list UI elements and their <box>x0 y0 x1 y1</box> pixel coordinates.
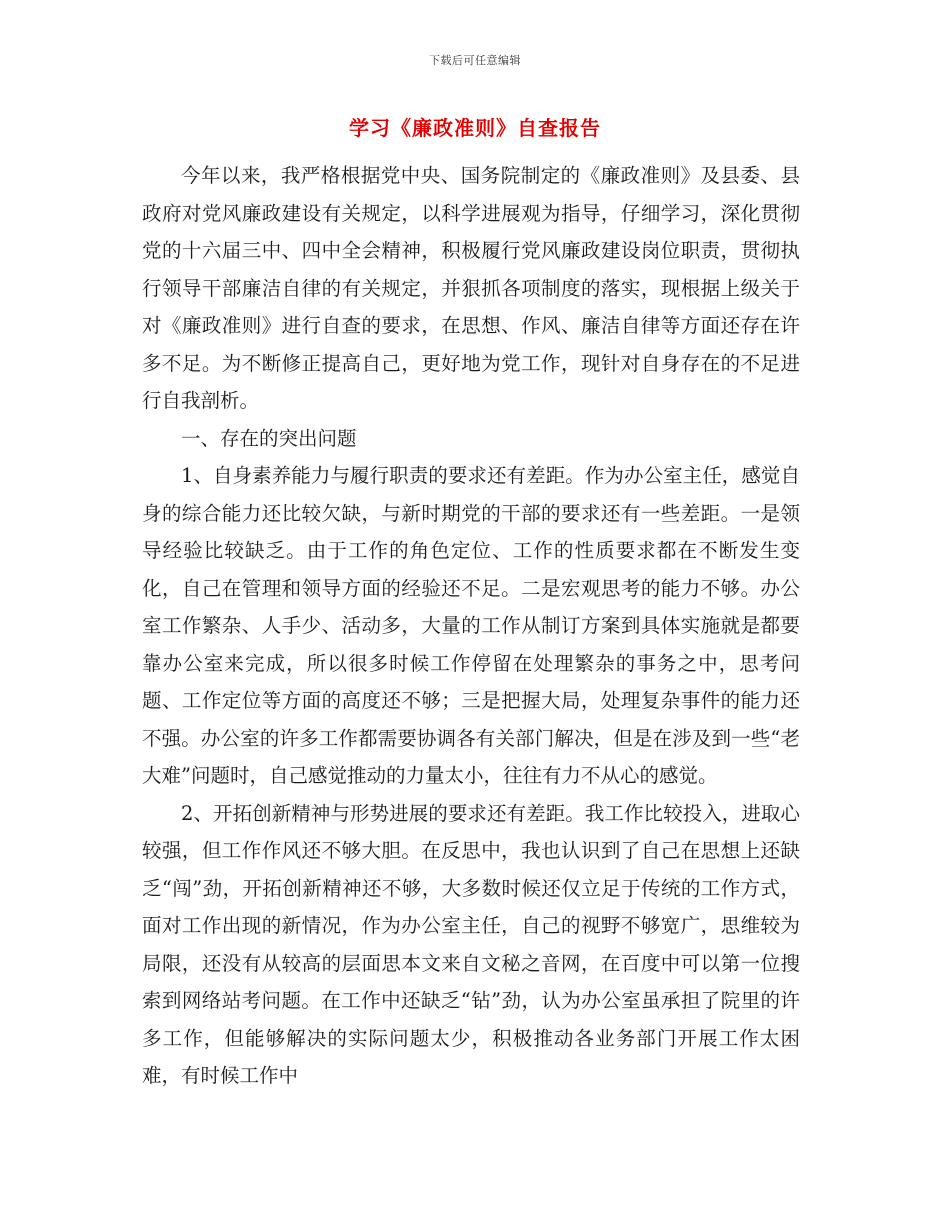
header-note: 下载后可任意编辑 <box>429 54 521 67</box>
paragraph-item-2: 2、开拓创新精神与形势进展的要求还有差距。我工作比较投入，进取心较强，但工作作风还不够大胆。在反思中，我也认识到了自己在思想上还缺乏“闯”劲，开拓创新精神还不够，大多数时候还仅立足于传统的工作方式，面对工作出现的新情况，作为办公室主任，自己的视野不够宽广，思维较为局限，还没有从较高的层面思本文来自文秘之音网，在百度中可以第一位搜索到网络站考问题。在工作中还缺乏“钻”劲，认为办公室虽承担了院里的许多工作，但能够解决的实际问题太少，积极推动各业务部门开展工作太困难，有时候工作中 <box>142 801 800 1087</box>
section-heading: 一、存在的突出问题 <box>181 426 357 450</box>
paragraph-intro: 今年以来，我严格根据党中央、国务院制定的《廉政准则》及县委、县政府对党风廉政建设有关规定，以科学进展观为指导，仔细学习，深化贯彻党的十六届三中、四中全会精神，积极履行党风廉政建设岗位职责，贯彻执行领导干部廉洁自律的有关规定，并狠抓各项制度的落实，现根据上级关于对《廉政准则》进行自查的要求，在思想、作风、廉洁自律等方面还存在许多不足。为不断修正提高自己，更好地为党工作，现针对自身存在的不足进行自我剖析。 <box>142 164 800 412</box>
document-body <box>142 157 800 1095</box>
document-title: 学习《廉政准则》自查报告 <box>349 116 601 140</box>
paragraph-item-1: 1、自身素养能力与履行职责的要求还有差距。作为办公室主任，感觉自身的综合能力还比较欠缺，与新时期党的干部的要求还有一些差距。一是领导经验比较缺乏。由于工作的角色定位、工作的性质要求都在不断发生变化，自己在管理和领导方面的经验还不足。二是宏观思考的能力不够。办公室工作繁杂、人手少、活动多，大量的工作从制订方案到具体实施就是都要靠办公室来完成，所以很多时候工作停留在处理繁杂的事务之中，思考问题、工作定位等方面的高度还不够；三是把握大局，处理复杂事件的能力还不强。办公室的许多工作都需要协调各有关部门解决，但是在涉及到一些“老大难”问题时，自己感觉推动的力量太小，往往有力不从心的感觉。 <box>142 464 800 787</box>
